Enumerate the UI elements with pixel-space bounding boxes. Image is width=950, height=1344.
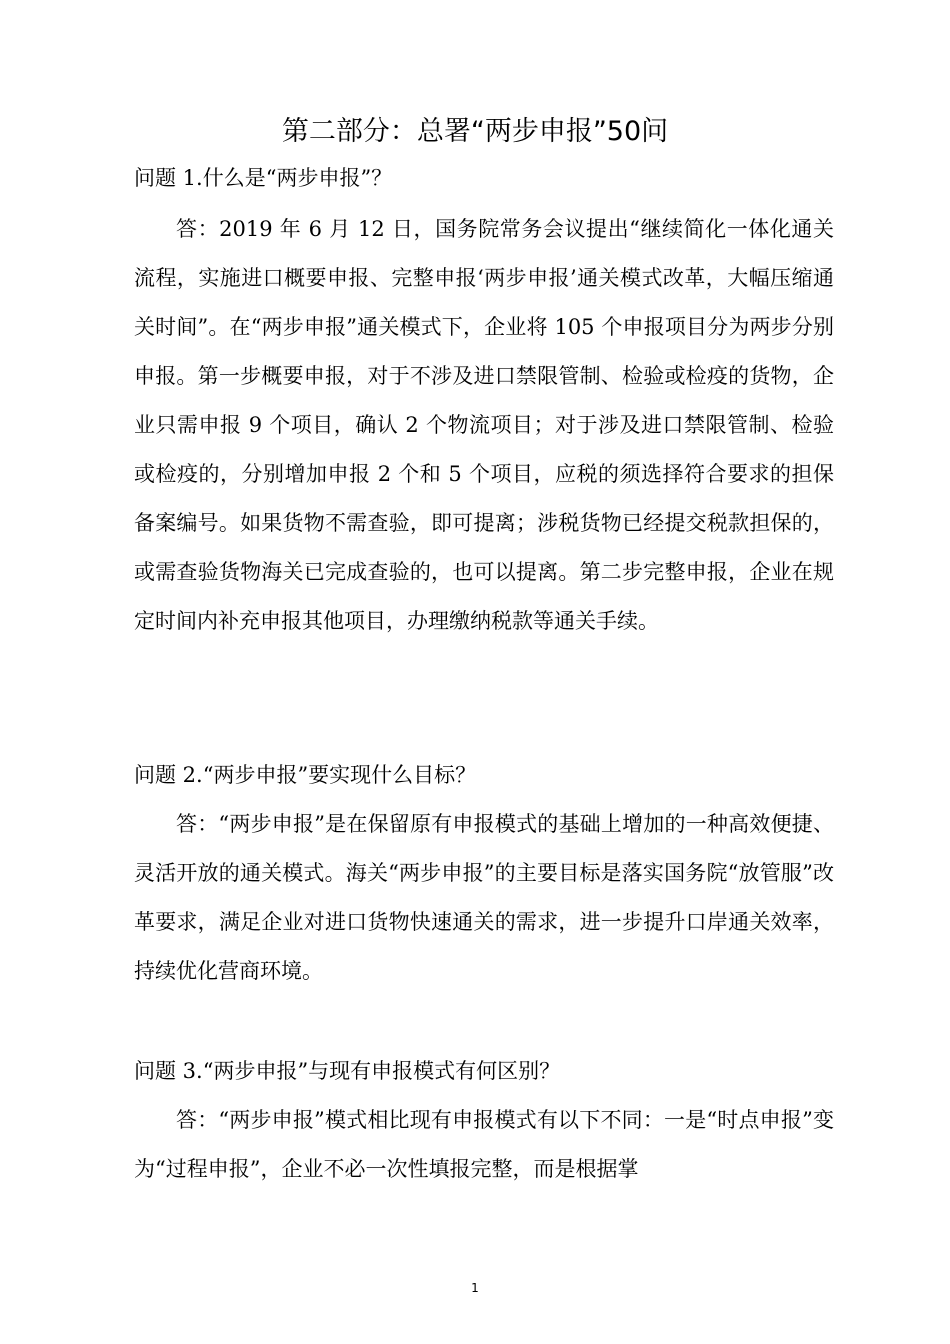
page-number: 1 <box>471 1281 479 1295</box>
answer-2: 答：“两步申报”是在保留原有申报模式的基础上增加的一种高效便捷、灵活开放的通关模式。海关“两步申报”的主要目标是落实国务院“放管服”改革要求，满足企业对进口货物快速通关的需求，进一步提升口岸通关效率，持续优化营商环境。 <box>134 812 834 983</box>
answer-1: 答：2019 年 6 月 12 日，国务院常务会议提出“继续简化一体化通关流程，实施进口概要申报、完整申报‘两步申报’通关模式改革，大幅压缩通关时间”。在“两步申报”通关模式下，企业将 105 个申报项目分为两步分别申报。第一步概要申报，对于不涉及进口禁限管制、检验或检疫的货物，企业只需申报 9 个项目，确认 2 个物流项目；对于涉及进口禁限管制、检验或检疫的，分别增加申报 2 个和 5 个项目，应税的须选择符合要求的担保备案编号。如果货物不需查验，即可提离；涉税货物已经提交税款担保的，或需查验货物海关已完成查验的，也可以提离。第二步完整申报，企业在规定时间内补充申报其他项目，办理缴纳税款等通关手续。 <box>134 217 834 633</box>
answer-3: 答：“两步申报”模式相比现有申报模式有以下不同：一是“时点申报”变为“过程申报”，企业不必一次性填报完整，而是根据掌 <box>134 1108 834 1181</box>
question-2: 问题 2.“两步申报”要实现什么目标？ <box>134 763 477 787</box>
question-1: 问题 1.什么是“两步申报”？ <box>134 166 393 190</box>
question-3: 问题 3.“两步申报”与现有申报模式有何区别？ <box>134 1059 561 1083</box>
page-title: 第二部分：总署“两步申报”50问 <box>281 116 669 147</box>
